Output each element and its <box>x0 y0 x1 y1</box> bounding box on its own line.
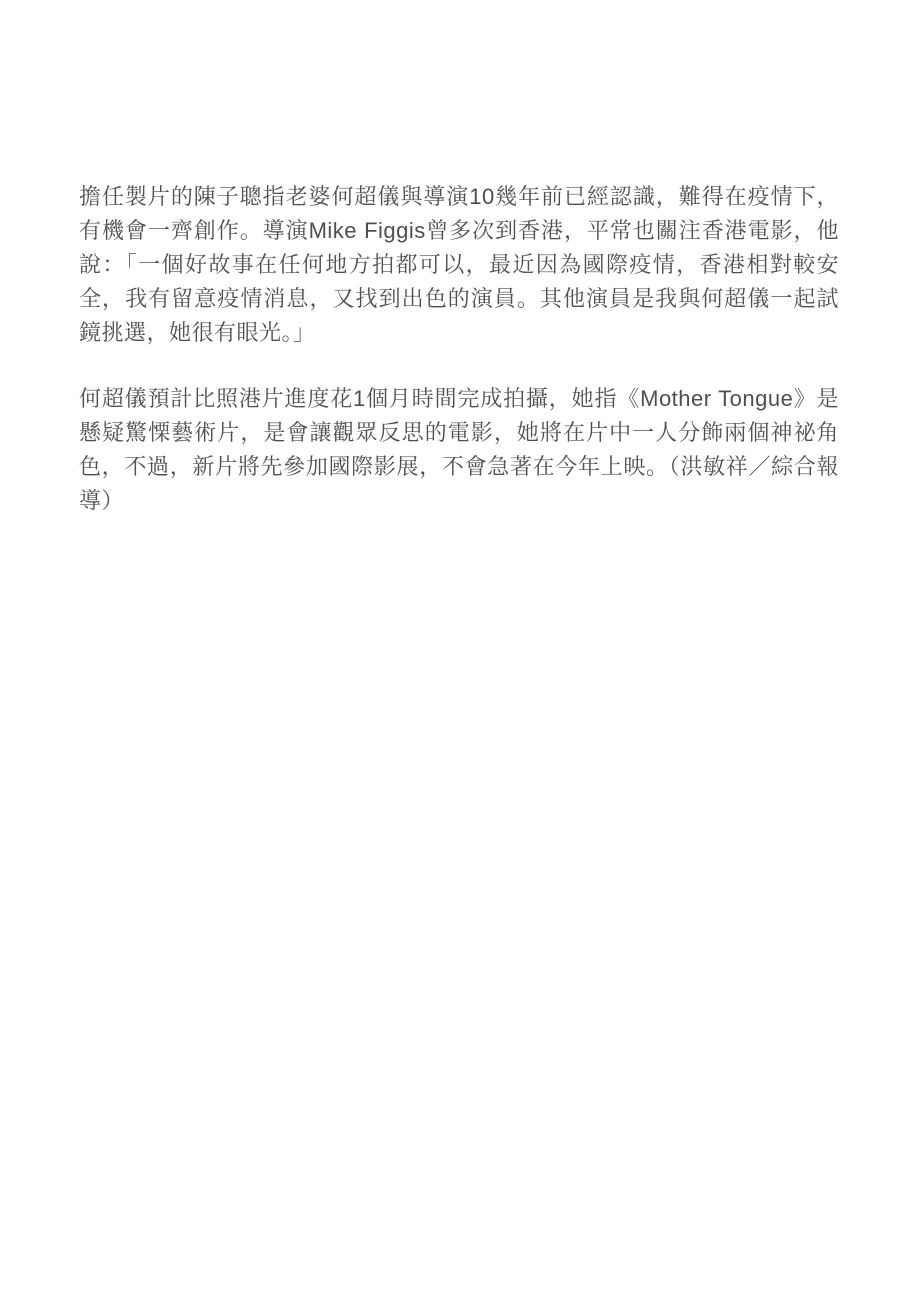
article-body <box>79 180 839 518</box>
article-paragraph-1: 擔任製片的陳子聰指老婆何超儀與導演10幾年前已經認識，難得在疫情下，有機會一齊創作。導演Mike Figgis曾多次到香港，平常也關注香港電影，他說：「一個好故事在任何地方拍都可以，最近因為國際疫情，香港相對較安全，我有留意疫情消息，又找到出色的演員。其他演員是我與何超儀一起試鏡挑選，她很有眼光。」 <box>79 184 839 345</box>
article-paragraph-2: 何超儀預計比照港片進度花1個月時間完成拍攝，她指《Mother Tongue》是懸疑驚慄藝術片，是會讓觀眾反思的電影，她將在片中一人分飾兩個神祕角色，不過，新片將先參加國際影展，不會急著在今年上映。（洪敏祥／綜合報導） <box>79 386 839 513</box>
